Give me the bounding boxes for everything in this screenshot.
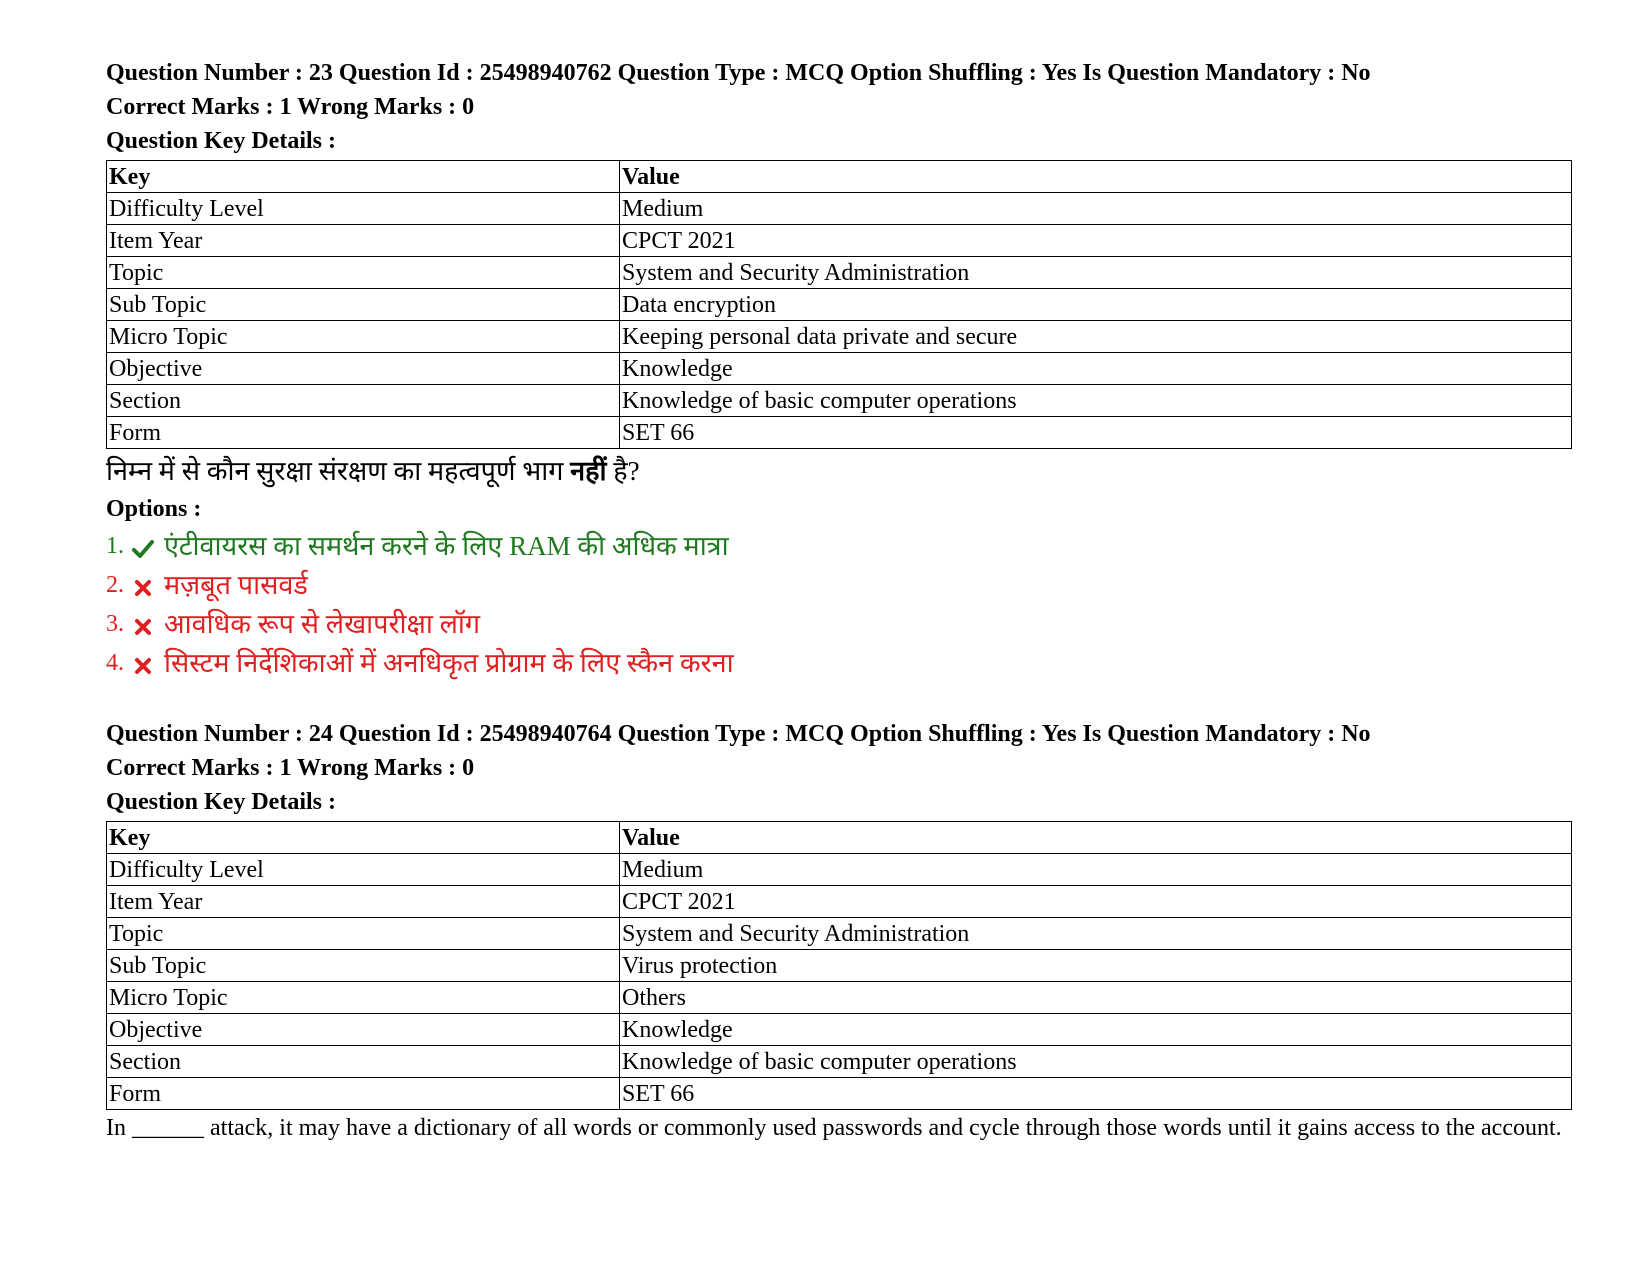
row-value: Others: [620, 982, 1572, 1014]
row-value: Medium: [620, 854, 1572, 886]
row-key: Difficulty Level: [107, 193, 620, 225]
question-header: Question Number : 24 Question Id : 25498940764 Question Type : MCQ Option Shuffling : Yes Is Question Mandatory : No: [106, 721, 1371, 747]
question-block-24: [106, 717, 1576, 1143]
row-key: Sub Topic: [107, 289, 620, 321]
cross-icon: [130, 566, 156, 605]
row-value: Knowledge: [620, 353, 1572, 385]
table-row: [107, 225, 1572, 257]
marks-line: Correct Marks : 1 Wrong Marks : 0: [106, 755, 475, 781]
question-block-23: [106, 56, 1576, 683]
table-row: [107, 417, 1572, 449]
table-row: [107, 918, 1572, 950]
row-value: SET 66: [620, 417, 1572, 449]
question-text-emphasis: नहीं: [570, 456, 607, 486]
options-label: Options :: [106, 496, 202, 522]
table-row: [107, 353, 1572, 385]
row-value: Medium: [620, 193, 1572, 225]
row-key: Topic: [107, 257, 620, 289]
row-value: Knowledge of basic computer operations: [620, 385, 1572, 417]
option-4: [106, 644, 1576, 683]
row-key: Item Year: [107, 225, 620, 257]
table-row: [107, 257, 1572, 289]
row-value: Knowledge: [620, 1014, 1572, 1046]
option-number: 1.: [106, 533, 124, 559]
option-1: [106, 527, 1576, 566]
option-text: मज़बूत पासवर्ड: [164, 570, 308, 600]
row-value: Keeping personal data private and secure: [620, 321, 1572, 353]
row-value: Knowledge of basic computer operations: [620, 1046, 1572, 1078]
option-text: सिस्टम निर्देशिकाओं में अनधिकृत प्रोग्राम के लिए स्कैन करना: [164, 648, 734, 678]
option-number: 3.: [106, 611, 124, 637]
table-header-key: Key: [107, 161, 620, 193]
option-number: 2.: [106, 572, 124, 598]
key-details-table: [106, 821, 1572, 1110]
option-2: [106, 566, 1576, 605]
table-row: [107, 982, 1572, 1014]
row-key: Micro Topic: [107, 321, 620, 353]
row-value: Data encryption: [620, 289, 1572, 321]
row-key: Sub Topic: [107, 950, 620, 982]
key-details-label: Question Key Details :: [106, 128, 336, 154]
table-row: [107, 289, 1572, 321]
row-key: Difficulty Level: [107, 854, 620, 886]
check-icon: [130, 527, 156, 566]
page: [106, 56, 1576, 1177]
key-details-label: Question Key Details :: [106, 789, 336, 815]
table-row: [107, 385, 1572, 417]
table-row: [107, 886, 1572, 918]
row-key: Objective: [107, 353, 620, 385]
table-row: [107, 950, 1572, 982]
row-key: Micro Topic: [107, 982, 620, 1014]
option-number: 4.: [106, 650, 124, 676]
question-text-end: है?: [606, 456, 640, 486]
table-header-value: Value: [620, 161, 1572, 193]
row-key: Topic: [107, 918, 620, 950]
question-text: [106, 451, 1576, 491]
row-value: System and Security Administration: [620, 918, 1572, 950]
row-key: Item Year: [107, 886, 620, 918]
table-row: [107, 1046, 1572, 1078]
table-header-row: [107, 822, 1572, 854]
row-key: Section: [107, 385, 620, 417]
cross-icon: [130, 605, 156, 644]
table-header-key: Key: [107, 822, 620, 854]
row-key: Objective: [107, 1014, 620, 1046]
key-details-table: [106, 160, 1572, 449]
option-text: एंटीवायरस का समर्थन करने के लिए RAM की अधिक मात्रा: [164, 531, 729, 561]
row-value: SET 66: [620, 1078, 1572, 1110]
row-value: Virus protection: [620, 950, 1572, 982]
option-text: आवधिक रूप से लेखापरीक्षा लॉग: [164, 609, 481, 639]
row-key: Section: [107, 1046, 620, 1078]
row-value: CPCT 2021: [620, 886, 1572, 918]
table-row: [107, 1014, 1572, 1046]
table-header-row: [107, 161, 1572, 193]
question-text: In ______ attack, it may have a dictionary of all words or commonly used passwords and cycle through those words until it gains access to the account.: [106, 1115, 1562, 1141]
table-row: [107, 193, 1572, 225]
row-value: CPCT 2021: [620, 225, 1572, 257]
question-text-start: निम्न में से कौन सुरक्षा संरक्षण का महत्वपूर्ण भाग: [106, 456, 571, 486]
row-key: Form: [107, 417, 620, 449]
cross-icon: [130, 644, 156, 683]
table-row: [107, 854, 1572, 886]
table-row: [107, 321, 1572, 353]
option-3: [106, 605, 1576, 644]
table-row: [107, 1078, 1572, 1110]
question-header: Question Number : 23 Question Id : 25498940762 Question Type : MCQ Option Shuffling : Yes Is Question Mandatory : No: [106, 60, 1371, 86]
marks-line: Correct Marks : 1 Wrong Marks : 0: [106, 94, 475, 120]
row-value: System and Security Administration: [620, 257, 1572, 289]
row-key: Form: [107, 1078, 620, 1110]
table-header-value: Value: [620, 822, 1572, 854]
